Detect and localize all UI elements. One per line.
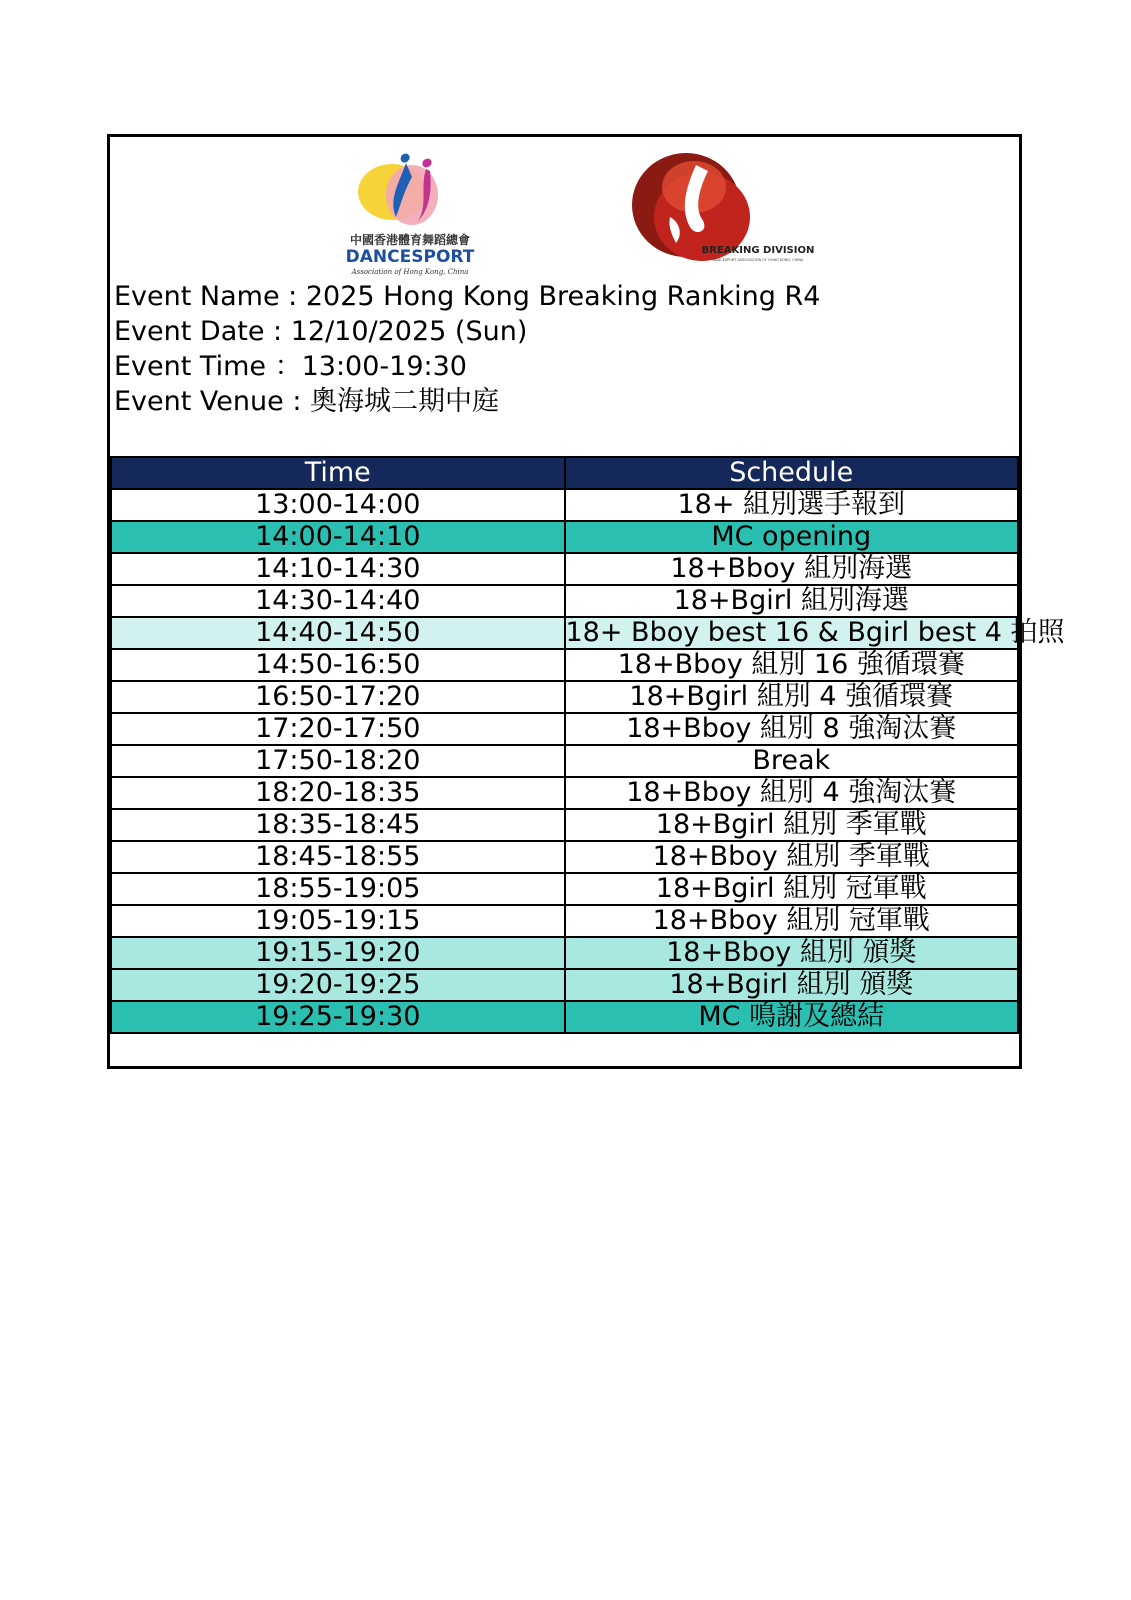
logo-area <box>110 137 1019 279</box>
event-date: Event Date : 12/10/2025 (Sun) <box>114 316 528 347</box>
cell-time: 19:15-19:20 <box>111 937 565 969</box>
dancesport-logo <box>340 147 480 277</box>
breaking-division-logo <box>630 147 815 272</box>
table-row <box>111 585 1018 617</box>
table-row <box>111 937 1018 969</box>
cell-schedule: 18+ 組別選手報到 <box>565 489 1019 521</box>
event-name: Event Name : 2025 Hong Kong Breaking Ranking R4 <box>114 281 821 312</box>
cell-schedule: 18+Bboy 組別 冠軍戰 <box>565 905 1019 937</box>
cell-time: 17:20-17:50 <box>111 713 565 745</box>
table-header-row <box>111 457 1018 489</box>
cell-schedule: 18+Bboy 組別 4 強淘汰賽 <box>565 777 1019 809</box>
cell-time: 14:40-14:50 <box>111 617 565 649</box>
cell-schedule: 18+Bboy 組別海選 <box>565 553 1019 585</box>
cell-schedule: 18+ Bboy best 16 & Bgirl best 4 拍照 <box>565 617 1065 648</box>
header-schedule: Schedule <box>565 457 1019 489</box>
table-row <box>111 841 1018 873</box>
table-row <box>111 713 1018 745</box>
table-row <box>111 553 1018 585</box>
table-row <box>111 649 1018 681</box>
cell-time: 14:30-14:40 <box>111 585 565 617</box>
dancesport-name: DANCESPORT <box>345 247 475 267</box>
table-row <box>111 809 1018 841</box>
cell-time: 14:10-14:30 <box>111 553 565 585</box>
cell-schedule: 18+Bboy 組別 8 強淘汰賽 <box>565 713 1019 745</box>
cell-time: 19:20-19:25 <box>111 969 565 1001</box>
cell-time: 13:00-14:00 <box>111 489 565 521</box>
header-time: Time <box>111 457 565 489</box>
cell-schedule: Break <box>565 745 1019 777</box>
cell-schedule: 18+Bgirl 組別 季軍戰 <box>565 809 1019 841</box>
breaking-division-name: BREAKING DIVISION <box>701 245 815 256</box>
table-row <box>111 681 1018 713</box>
cell-schedule: MC 鳴謝及總結 <box>565 1001 1019 1033</box>
table-row <box>111 777 1018 809</box>
table-row <box>111 617 1018 649</box>
cell-schedule: MC opening <box>565 521 1019 553</box>
cell-schedule: 18+Bboy 組別 16 強循環賽 <box>565 649 1019 681</box>
cell-time: 19:05-19:15 <box>111 905 565 937</box>
table-row <box>111 905 1018 937</box>
table-row <box>111 1001 1018 1033</box>
dancesport-chinese-name: 中國香港體育舞蹈總會 <box>349 233 471 247</box>
event-venue: Event Venue : 奧海城二期中庭 <box>114 386 500 417</box>
table-row <box>111 745 1018 777</box>
cell-schedule: 18+Bgirl 組別 冠軍戰 <box>565 873 1019 905</box>
schedule-table <box>110 456 1065 1034</box>
cell-time: 14:50-16:50 <box>111 649 565 681</box>
cell-schedule: 18+Bboy 組別 頒獎 <box>565 937 1019 969</box>
schedule-document <box>107 134 1065 1069</box>
table-row <box>111 873 1018 905</box>
logo-figure-head <box>401 154 410 163</box>
cell-time: 16:50-17:20 <box>111 681 565 713</box>
cell-time: 18:45-18:55 <box>111 841 565 873</box>
cell-time: 14:00-14:10 <box>111 521 565 553</box>
table-row <box>111 969 1018 1001</box>
table-row <box>111 521 1018 553</box>
dancesport-tagline: Association of Hong Kong, China <box>351 268 469 276</box>
cell-time: 18:35-18:45 <box>111 809 565 841</box>
event-time: Event Time ：13:00-19:30 <box>114 351 467 382</box>
cell-schedule: 18+Bboy 組別 季軍戰 <box>565 841 1019 873</box>
cell-time: 19:25-19:30 <box>111 1001 565 1033</box>
logo-figure2-head <box>422 159 431 168</box>
cell-time: 18:20-18:35 <box>111 777 565 809</box>
cell-schedule: 18+Bgirl 組別 頒獎 <box>565 969 1019 1001</box>
cell-schedule: 18+Bgirl 組別海選 <box>565 585 1019 617</box>
cell-time: 18:55-19:05 <box>111 873 565 905</box>
breaking-division-tagline: DANCESPORT ASSOCIATION OF HONG KONG, CHINA <box>712 258 804 262</box>
event-info <box>114 279 820 419</box>
cell-time: 17:50-18:20 <box>111 745 565 777</box>
table-row <box>111 489 1018 521</box>
cell-schedule: 18+Bgirl 組別 4 強循環賽 <box>565 681 1019 713</box>
